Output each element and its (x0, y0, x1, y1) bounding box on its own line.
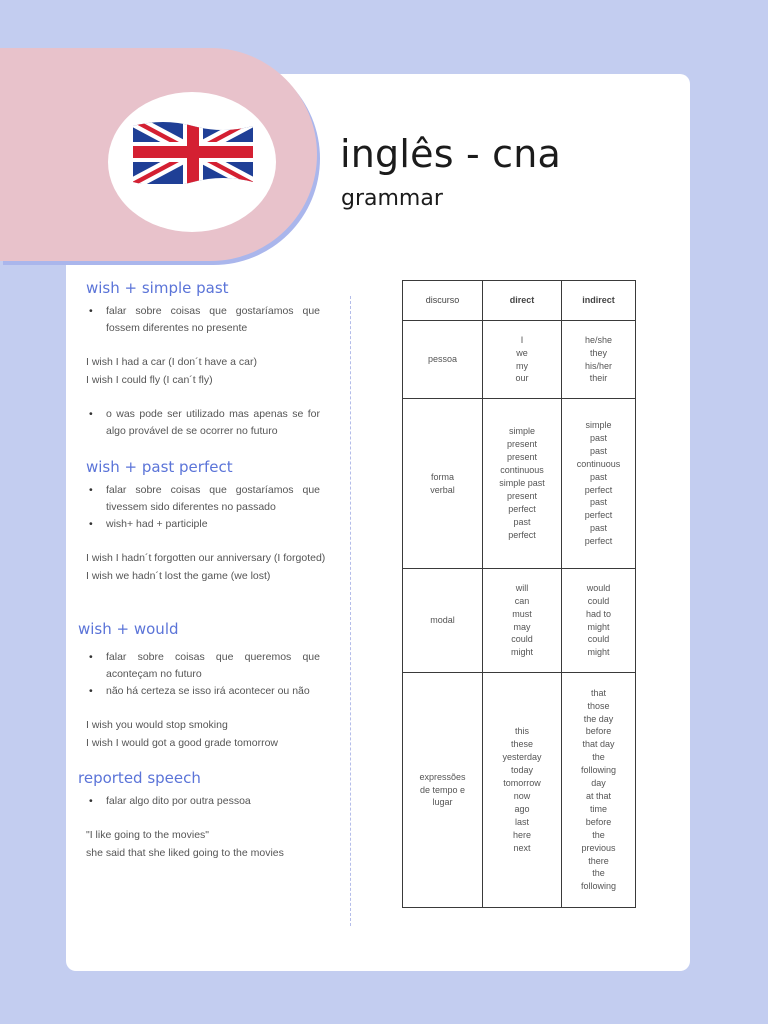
table-row (403, 673, 636, 908)
direct-cell: simple present present continuous simple past present perfect past perfect (483, 399, 562, 569)
example-line: I wish you would stop smoking (86, 719, 228, 731)
bullet-list (86, 303, 320, 337)
bullet-list (86, 793, 320, 810)
bullet-list (86, 649, 320, 700)
table-row (403, 321, 636, 399)
bullet-list (86, 406, 320, 440)
example-block (86, 354, 257, 389)
indirect-cell: would could had to might could might (562, 569, 636, 673)
bullet-list (86, 482, 320, 533)
flag-badge (108, 92, 276, 232)
example-line: I wish we hadn´t lost the game (we lost) (86, 569, 271, 582)
section-title-reported-speech: reported speech (78, 769, 201, 787)
bullet-item: • wish+ had + participle (86, 516, 320, 533)
example-line: I wish I would got a good grade tomorrow (86, 736, 279, 749)
page-title: inglês - cna (340, 132, 562, 176)
example-line: she said that she liked going to the movies (86, 846, 284, 859)
row-label: pessoa (403, 321, 483, 399)
example-line: I wish I could fly (I can´t fly) (86, 373, 213, 386)
bullet-item: • falar sobre coisas que gostaríamos que tivessem sido diferentes no passado (86, 482, 320, 516)
table-row (403, 399, 636, 569)
indirect-cell: that those the day before that day the following day at that time before the previous there the following (562, 673, 636, 908)
indirect-cell: simple past past continuous past perfect past perfect past perfect (562, 399, 636, 569)
example-line: I wish I hadn´t forgotten our anniversary (I forgoted) (86, 552, 326, 564)
column-divider (350, 296, 351, 926)
example-block (86, 717, 278, 752)
row-label: expressões de tempo e lugar (403, 673, 483, 908)
table-row (403, 569, 636, 673)
example-line: "I like going to the movies" (86, 829, 210, 841)
row-label: forma verbal (403, 399, 483, 569)
direct-cell: this these yesterday today tomorrow now ago last here next (483, 673, 562, 908)
column-header: discurso (403, 281, 483, 321)
section-title-wish-simple-past: wish + simple past (86, 279, 229, 297)
bullet-item: • falar sobre coisas que gostaríamos que fossem diferentes no presente (86, 303, 320, 337)
row-label: modal (403, 569, 483, 673)
uk-flag-icon (133, 120, 253, 184)
indirect-cell: he/she they his/her their (562, 321, 636, 399)
speech-table (402, 280, 636, 908)
bullet-item: • falar algo dito por outra pessoa (86, 793, 320, 810)
example-line: I wish I had a car (I don´t have a car) (86, 356, 257, 368)
column-header: indirect (562, 281, 636, 321)
table-header-row (403, 281, 636, 321)
direct-cell: I we my our (483, 321, 562, 399)
example-block (86, 827, 284, 862)
page-subtitle: grammar (341, 186, 443, 211)
example-block (86, 550, 340, 585)
bullet-item: • falar sobre coisas que queremos que aconteçam no futuro (86, 649, 320, 683)
section-title-wish-would: wish + would (78, 620, 179, 638)
column-header: direct (483, 281, 562, 321)
direct-cell: will can must may could might (483, 569, 562, 673)
section-title-wish-past-perfect: wish + past perfect (86, 458, 233, 476)
bullet-item: • não há certeza se isso irá acontecer ou não (86, 683, 320, 700)
bullet-item: • o was pode ser utilizado mas apenas se for algo provável de se ocorrer no futuro (86, 406, 320, 440)
